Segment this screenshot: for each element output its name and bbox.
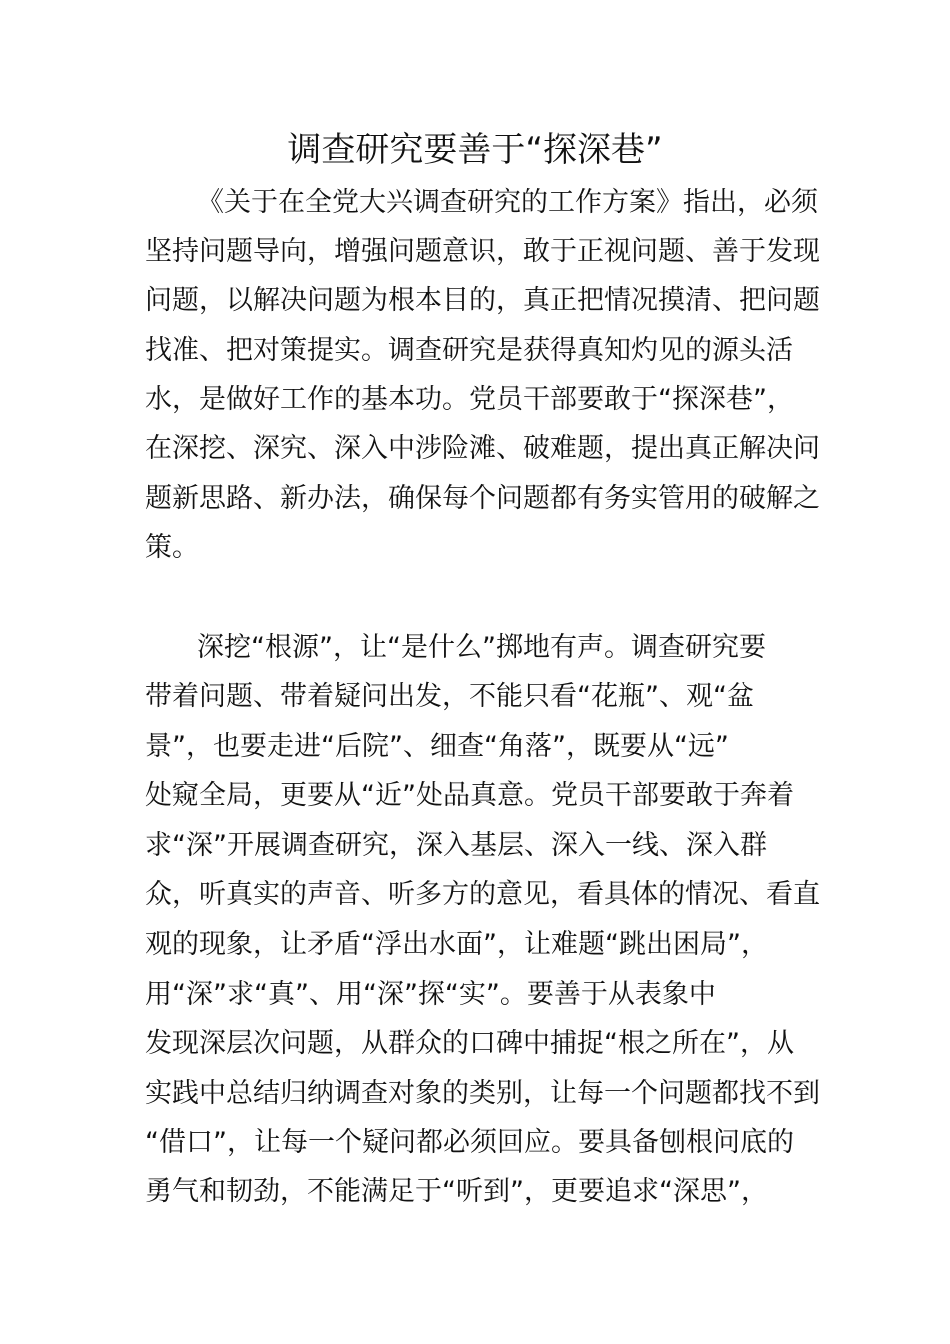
text-line: 景”，也要走进“后院”、细查“角落”，既要从“远” <box>145 731 729 762</box>
text-line: 处窥全局，更要从“近”处品真意。党员干部要敢于奔着 <box>145 780 794 811</box>
text-line: 勇气和韧劲，不能满足于“听到”，更要追求“深思”， <box>145 1176 768 1207</box>
text-line: 求“深”开展调查研究，深入基层、深入一线、深入群 <box>145 830 767 861</box>
document-title: 调查研究要善于“探深巷” <box>287 130 663 170</box>
text-line: 题新思路、新办法，确保每个问题都有务实管用的破解之 <box>145 483 820 514</box>
text-line: 水，是做好工作的基本功。党员干部要敢于“探深巷”， <box>145 384 794 415</box>
text-line: 深挖“根源”，让“是什么”掷地有声。调查研究要 <box>197 632 766 663</box>
text-line: “借口”，让每一个疑问都必须回应。要具备刨根问底的 <box>145 1127 794 1158</box>
text-line: 《关于在全党大兴调查研究的工作方案》指出，必须 <box>197 187 818 218</box>
text-line: 带着问题、带着疑问出发，不能只看“花瓶”、观“盆 <box>145 681 754 712</box>
text-line: 用“深”求“真”、用“深”探“实”。要善于从表象中 <box>145 979 716 1010</box>
text-line: 在深挖、深究、深入中涉险滩、破难题，提出真正解决问 <box>145 433 820 464</box>
text-line: 众，听真实的声音、听多方的意见，看具体的情况、看直 <box>145 879 820 910</box>
text-line: 策。 <box>145 532 199 563</box>
text-line: 找准、把对策提实。调查研究是获得真知灼见的源头活 <box>145 335 793 366</box>
text-line: 实践中总结归纳调查对象的类别，让每一个问题都找不到 <box>145 1078 820 1109</box>
text-line: 发现深层次问题，从群众的口碑中捕捉“根之所在”，从 <box>145 1028 794 1059</box>
text-line: 坚持问题导向，增强问题意识，敢于正视问题、善于发现 <box>145 236 820 267</box>
text-line: 问题，以解决问题为根本目的，真正把情况摸清、把问题 <box>145 285 820 316</box>
text-line: 观的现象，让矛盾“浮出水面”，让难题“跳出困局”， <box>145 929 768 960</box>
